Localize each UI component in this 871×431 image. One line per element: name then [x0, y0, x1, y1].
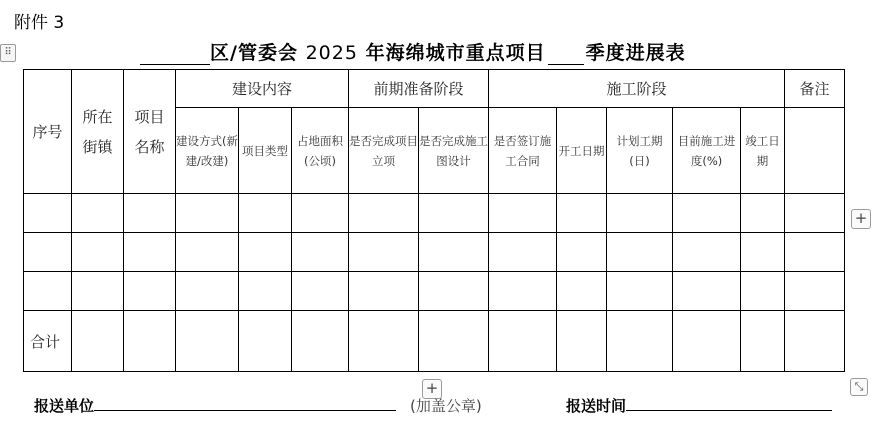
table-row[interactable]	[24, 233, 845, 272]
title-part3: 季度进展表	[585, 42, 686, 64]
header-design: 是否完成施工图设计	[419, 108, 489, 194]
header-remark: 备注	[785, 70, 845, 108]
title-year: 2025	[305, 42, 358, 64]
header-completion-date: 竣工日期	[741, 108, 785, 194]
report-time	[566, 395, 832, 416]
table-row[interactable]	[24, 272, 845, 311]
header-area: 占地面积(公顷)	[292, 108, 349, 194]
quarter-blank	[548, 44, 584, 65]
report-time-label: 报送时间	[566, 397, 627, 415]
total-row[interactable]	[24, 311, 845, 372]
header-construction: 建设内容	[176, 70, 349, 108]
header-contract: 是否签订施工合同	[489, 108, 557, 194]
report-unit-line[interactable]	[94, 396, 396, 411]
table-resize-icon[interactable]: ⤡	[850, 378, 868, 396]
seal-note: (加盖公章)	[410, 397, 482, 415]
add-row-icon[interactable]: +	[422, 379, 442, 399]
header-remark-sub	[785, 108, 845, 194]
header-preparation: 前期准备阶段	[349, 70, 489, 108]
table-move-handle-icon[interactable]: ⠿	[0, 44, 16, 62]
header-street: 所在街镇	[72, 70, 124, 194]
title-part1: 区/管委会	[210, 42, 298, 64]
header-approval: 是否完成项目立项	[349, 108, 419, 194]
header-build-method: 建设方式(新建/改建)	[176, 108, 239, 194]
document-title	[140, 38, 740, 64]
header-progress: 目前施工进度(%)	[673, 108, 741, 194]
header-project-type: 项目类型	[239, 108, 292, 194]
title-part2: 年海绵城市重点项目	[365, 42, 546, 64]
progress-table[interactable]	[23, 69, 845, 372]
report-unit	[34, 395, 396, 416]
header-building: 施工阶段	[489, 70, 785, 108]
report-time-line[interactable]	[626, 396, 832, 411]
district-blank	[140, 44, 210, 65]
header-planned-days: 计划工期(日)	[607, 108, 673, 194]
report-unit-label: 报送单位	[34, 397, 95, 415]
attachment-label: 附件 3	[14, 13, 65, 33]
header-index: 序号	[24, 70, 72, 194]
header-project-name: 项目名称	[124, 70, 176, 194]
add-column-icon[interactable]: +	[851, 209, 871, 229]
table-row[interactable]	[24, 194, 845, 233]
header-start-date: 开工日期	[557, 108, 607, 194]
total-label: 合计	[24, 311, 72, 372]
